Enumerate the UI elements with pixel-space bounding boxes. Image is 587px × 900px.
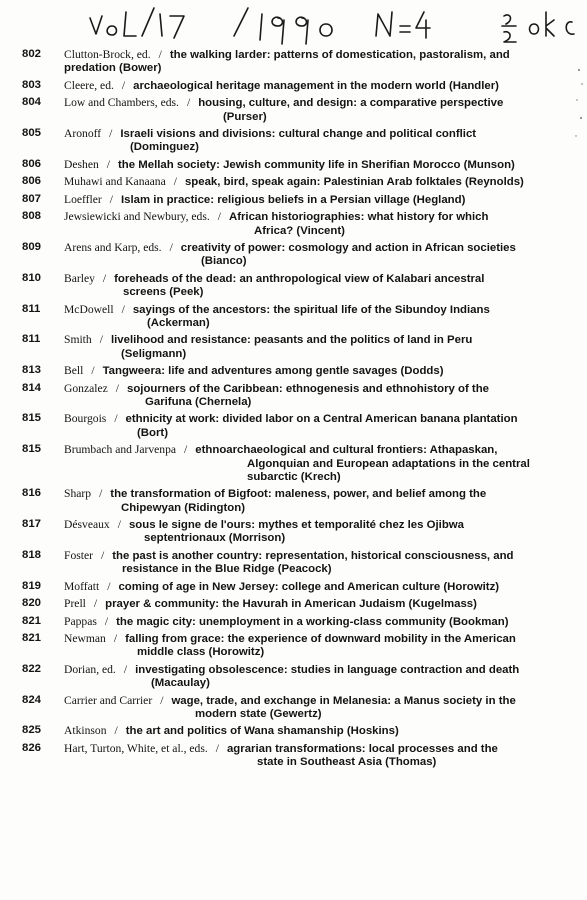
entry-number: 817 <box>22 518 42 531</box>
entry-title-continued: modern state (Gewertz) <box>195 707 322 720</box>
entry-title: archaeological heritage management in the modern world (Handler) <box>133 79 499 92</box>
list-item <box>22 694 560 722</box>
entry-body <box>64 333 560 361</box>
entry-number: 816 <box>22 487 42 500</box>
entry-separator: / <box>123 662 128 676</box>
entry-author: Muhawi and Kanaana <box>64 175 166 189</box>
entry-title: sous le signe de l'ours: mythes et temporalité chez les Ojibwa <box>128 519 464 532</box>
list-item <box>22 549 560 577</box>
entry-author: Loeffler <box>64 192 102 206</box>
entry-title-continued: (Dominguez) <box>130 141 199 154</box>
entry-title: wage, trade, and exchange in Melanesia: a Manus society in the <box>171 694 516 707</box>
entry-body <box>64 272 560 300</box>
list-item <box>22 742 560 770</box>
entry-body <box>64 443 560 484</box>
entry-separator: / <box>114 724 118 738</box>
list-item <box>22 48 560 76</box>
entry-number: 811 <box>22 302 41 315</box>
entry-separator: / <box>169 241 173 255</box>
review-entries-list <box>22 48 560 773</box>
list-item <box>22 663 560 691</box>
entry-number: 821 <box>22 614 42 627</box>
entry-title-continued: Africa? (Vincent) <box>254 224 345 237</box>
entry-title: sayings of the ancestors: the spiritual life of the Sibundoy Indians <box>132 303 490 316</box>
entry-separator: / <box>121 302 125 316</box>
list-item <box>22 580 560 594</box>
entry-title-continued: state in Southeast Asia (Thomas) <box>257 756 437 769</box>
entry-author: Gonzalez <box>64 381 108 395</box>
entry-number: 819 <box>22 579 42 592</box>
entry-number: 826 <box>22 741 42 754</box>
handwriting-drawing <box>84 6 584 46</box>
entry-body <box>64 487 560 515</box>
entry-author: Atkinson <box>64 724 107 738</box>
entry-number: 806 <box>22 175 42 188</box>
entry-author: Moffatt <box>64 579 100 593</box>
entry-author: Désveaux <box>64 518 110 532</box>
entry-author: Arens and Karp, eds. <box>64 241 162 255</box>
entry-author: Hart, Turton, White, et al., eds. <box>64 741 208 755</box>
entry-separator: / <box>121 78 126 92</box>
entry-separator: / <box>100 548 105 562</box>
entry-number: 815 <box>22 412 42 425</box>
entry-body <box>64 412 560 440</box>
entry-separator: / <box>106 157 111 171</box>
entry-separator: / <box>158 48 162 61</box>
list-item <box>22 597 560 611</box>
entry-title: sojourners of the Caribbean: ethnogenesis and ethnohistory of the <box>127 382 490 395</box>
entry-body <box>64 597 560 611</box>
entry-body <box>64 518 560 546</box>
entry-separator: / <box>117 518 121 532</box>
entry-number: 820 <box>22 597 42 610</box>
entry-body <box>64 79 560 93</box>
entry-number: 803 <box>22 78 42 91</box>
entry-body <box>64 615 560 629</box>
entry-separator: / <box>104 614 109 628</box>
entry-separator: / <box>184 443 188 457</box>
list-item <box>22 210 560 238</box>
entry-author: Brumbach and Jarvenpa <box>64 443 177 457</box>
list-item <box>22 632 560 660</box>
entry-title: the art and politics of Wana shamanship (Hoskins) <box>125 725 399 738</box>
entry-number: 810 <box>22 271 42 284</box>
entry-title: agrarian transformations: local processes and the <box>226 742 498 755</box>
entry-body <box>64 193 560 207</box>
entry-body <box>64 382 560 410</box>
list-item <box>22 333 560 361</box>
list-item <box>22 175 560 189</box>
list-item <box>22 272 560 300</box>
entry-body <box>64 48 560 76</box>
entry-separator: / <box>91 364 95 378</box>
entry-title: coming of age in New Jersey: college and American culture (Horowitz) <box>118 580 500 593</box>
entry-title-continued: middle class (Horowitz) <box>137 646 265 659</box>
entry-title-continued: septentrionaux (Morrison) <box>144 532 286 545</box>
entry-body <box>64 724 560 738</box>
entry-title-continued: (Bianco) <box>201 255 247 268</box>
entry-separator: / <box>215 741 219 755</box>
entry-separator: / <box>114 412 118 426</box>
entry-body <box>64 694 560 722</box>
entry-number: 807 <box>22 192 42 205</box>
entry-separator: / <box>113 632 118 646</box>
entry-body <box>64 96 560 124</box>
list-item <box>22 412 560 440</box>
entry-number: 804 <box>22 96 42 109</box>
entry-title: African historiographies: what history for which <box>228 211 489 224</box>
entry-author: Clutton-Brock, ed. <box>64 48 151 61</box>
entry-number: 818 <box>22 548 42 561</box>
entry-title: falling from grace: the experience of downward mobility in the American <box>125 633 516 646</box>
list-item <box>22 487 560 515</box>
entry-separator: / <box>173 175 177 189</box>
entry-title-continued: Algonquian and European adaptations in the central <box>247 457 530 470</box>
entry-author: Bourgois <box>64 412 107 426</box>
list-item <box>22 127 560 155</box>
entry-title-continued: (Macaulay) <box>151 677 210 690</box>
entry-title-continued: Chipewyan (Ridington) <box>121 501 246 514</box>
entry-title: Tangweera: life and adventures among gentle savages (Dodds) <box>102 365 444 378</box>
entry-title: the transformation of Bigfoot: maleness, power, and belief among the <box>110 488 487 501</box>
entry-separator: / <box>109 127 113 141</box>
entry-separator: / <box>217 210 221 224</box>
entry-body <box>64 364 560 378</box>
entry-body <box>64 158 560 172</box>
entry-author: Barley <box>64 271 95 285</box>
entry-number: 814 <box>22 381 42 394</box>
list-item <box>22 615 560 629</box>
entry-number: 821 <box>22 632 42 645</box>
entry-number: 824 <box>22 693 42 706</box>
entry-title: livelihood and resistance: peasants and the politics of land in Peru <box>110 334 473 347</box>
entry-author: Foster <box>64 548 93 562</box>
entry-title: foreheads of the dead: an anthropological view of Kalabari ancestral <box>114 272 485 285</box>
entry-body <box>64 580 560 594</box>
entry-author: Newman <box>64 632 106 646</box>
entry-separator: / <box>93 597 98 611</box>
entry-title-continued: subarctic (Krech) <box>247 470 341 483</box>
entry-title-continued: Garifuna (Chernela) <box>145 395 252 408</box>
entry-title: creativity of power: cosmology and action in African societies <box>180 242 516 255</box>
entry-title: the Mellah society: Jewish community life in Sherifian Morocco (Munson) <box>118 158 515 171</box>
entry-title-continued: (Purser) <box>223 110 267 123</box>
scan-specks <box>573 40 587 160</box>
entry-author: Low and Chambers, eds. <box>64 96 179 110</box>
handwritten-volume-note <box>84 6 584 46</box>
entry-separator: / <box>186 96 191 110</box>
list-item <box>22 518 560 546</box>
entry-title: speak, bird, speak again: Palestinian Arab folktales (Reynolds) <box>184 176 524 189</box>
list-item <box>22 303 560 331</box>
entry-title: ethnoarchaeological and cultural frontiers: Athapaskan, <box>195 444 498 457</box>
entry-title-continued: screens (Peek) <box>123 286 204 299</box>
entry-body <box>64 210 560 238</box>
entry-separator: / <box>115 381 120 395</box>
entry-author: Cleere, ed. <box>64 78 114 92</box>
entry-title-continued: predation (Bower) <box>64 62 162 75</box>
entry-number: 825 <box>22 724 42 737</box>
entry-author: Prell <box>64 597 86 611</box>
entry-body <box>64 303 560 331</box>
entry-title: prayer & community: the Havurah in American Judaism (Kugelmass) <box>105 598 477 611</box>
entry-author: McDowell <box>64 302 114 316</box>
list-item <box>22 241 560 269</box>
entry-number: 822 <box>22 662 42 675</box>
entry-body <box>64 241 560 269</box>
list-item <box>22 364 560 378</box>
entry-title: the magic city: unemployment in a working-class community (Bookman) <box>116 615 509 628</box>
entry-separator: / <box>99 487 103 501</box>
entry-title-continued: (Ackerman) <box>147 316 210 329</box>
entry-author: Smith <box>64 333 92 347</box>
entry-body <box>64 549 560 577</box>
entry-author: Deshen <box>64 157 99 171</box>
entry-title: Israeli visions and divisions: cultural change and political conflict <box>120 128 477 141</box>
entry-body <box>64 127 560 155</box>
entry-title: investigating obsolescence: studies in language contraction and death <box>135 663 520 676</box>
list-item <box>22 96 560 124</box>
entry-body <box>64 175 560 189</box>
entry-separator: / <box>99 333 103 347</box>
list-item <box>22 79 560 93</box>
entry-author: Bell <box>64 364 84 378</box>
entry-number: 809 <box>22 241 42 254</box>
entry-title-continued: (Seligmann) <box>121 347 187 360</box>
list-item <box>22 724 560 738</box>
entry-separator: / <box>109 192 113 206</box>
entry-separator: / <box>102 271 107 285</box>
entry-author: Aronoff <box>64 127 102 141</box>
entry-author: Jewsiewicki and Newbury, eds. <box>64 210 210 224</box>
entry-body <box>64 742 560 770</box>
entry-number: 806 <box>22 157 42 170</box>
entry-title-continued: (Bort) <box>137 426 168 439</box>
entry-separator: / <box>160 693 164 707</box>
entry-number: 802 <box>22 48 42 60</box>
entry-title: housing, culture, and design: a comparative perspective <box>198 97 504 110</box>
entry-body <box>64 663 560 691</box>
list-item <box>22 382 560 410</box>
entry-number: 805 <box>22 127 42 140</box>
list-item <box>22 158 560 172</box>
entry-title: the past is another country: representation, historical consciousness, and <box>112 549 514 562</box>
list-item <box>22 193 560 207</box>
entry-author: Sharp <box>64 487 92 501</box>
entry-title-continued: resistance in the Blue Ridge (Peacock) <box>122 563 332 576</box>
entry-title: the walking larder: patterns of domestication, pastoralism, and <box>169 49 510 61</box>
entry-separator: / <box>107 579 111 593</box>
entry-number: 813 <box>22 364 42 377</box>
entry-number: 808 <box>22 210 42 223</box>
entry-number: 811 <box>22 333 41 346</box>
entry-title: Islam in practice: religious beliefs in a Persian village (Hegland) <box>121 193 466 206</box>
entry-author: Dorian, ed. <box>64 662 116 676</box>
entry-body <box>64 632 560 660</box>
entry-number: 815 <box>22 443 42 456</box>
entry-author: Pappas <box>64 614 97 628</box>
entry-author: Carrier and Carrier <box>64 693 153 707</box>
list-item <box>22 443 560 484</box>
entry-title: ethnicity at work: divided labor on a Central American banana plantation <box>125 413 518 426</box>
